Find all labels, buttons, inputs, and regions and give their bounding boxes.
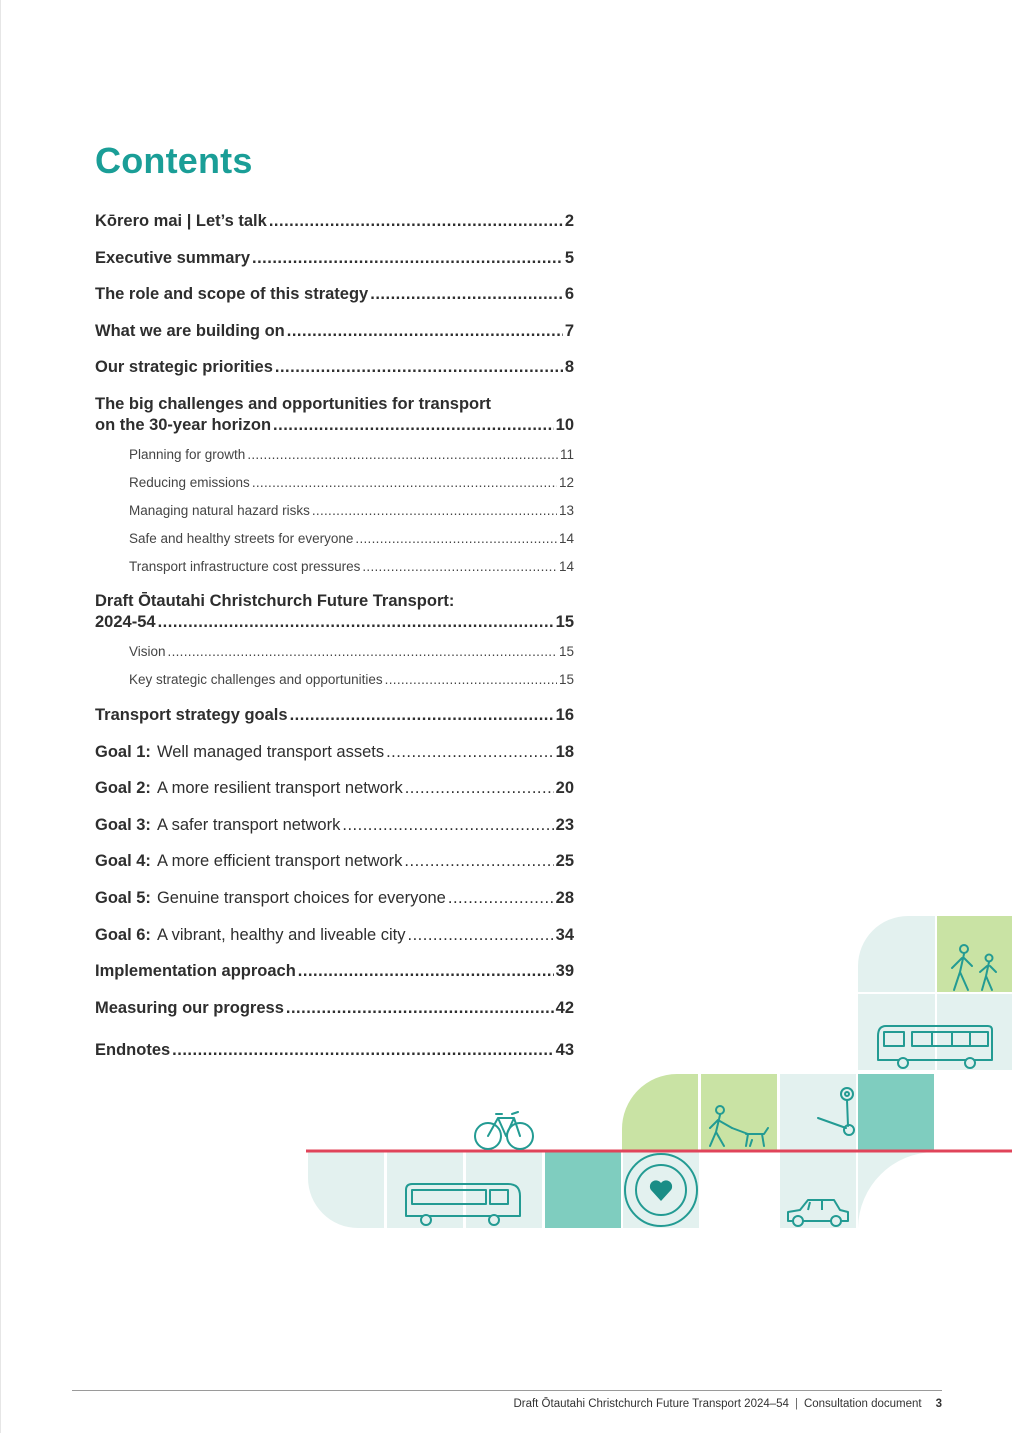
toc-entry-title-line2-row <box>95 613 574 632</box>
toc-entry-page: 34 <box>555 926 574 944</box>
toc-entry-page: 15 <box>555 613 574 631</box>
toc-entry-title: Executive summary <box>95 249 251 267</box>
dot-leader <box>342 816 553 835</box>
toc-entry-page: 13 <box>558 503 574 518</box>
toc-entry-page: 14 <box>558 559 574 574</box>
toc-entry-draft-future-transport[interactable] <box>95 592 574 632</box>
toc-entry-title: Safe and healthy streets for everyone <box>129 531 354 546</box>
toc-entry-title: Planning for growth <box>129 447 246 462</box>
toc-entry-title: Managing natural hazard risks <box>129 503 310 518</box>
dot-leader <box>298 962 554 981</box>
toc-entry-page: 20 <box>555 779 574 797</box>
dot-leader <box>404 852 553 871</box>
toc-entry-title-line2: on the 30-year horizon <box>95 416 272 434</box>
toc-entry-goal-3[interactable] <box>95 816 574 835</box>
toc-subentry-cost-pressures[interactable] <box>95 559 574 574</box>
toc-subentry-safe-streets[interactable] <box>95 531 574 546</box>
dot-leader <box>168 644 557 659</box>
page-title: Contents <box>95 140 253 181</box>
toc-entry-goal-6[interactable] <box>95 926 574 945</box>
toc-subentry-planning-for-growth[interactable] <box>95 447 574 462</box>
toc-entry-title: Transport infrastructure cost pressures <box>129 559 361 574</box>
toc-entry-title: A more resilient transport network <box>156 779 403 797</box>
dot-leader <box>405 779 554 798</box>
toc-entry-title-line2-row <box>95 416 574 435</box>
toc-entry-page: 14 <box>558 531 574 546</box>
toc-entry-page: 28 <box>555 889 574 907</box>
toc-entry-strategy-goals[interactable] <box>95 706 574 725</box>
toc-entry-goal-4[interactable] <box>95 852 574 871</box>
dot-leader <box>252 249 563 268</box>
toc-subentry-vision[interactable] <box>95 644 574 659</box>
toc-entry-goal-5[interactable] <box>95 889 574 908</box>
goal-label: Goal 6: <box>95 926 151 944</box>
goal-label: Goal 5: <box>95 889 151 907</box>
goal-label: Goal 4: <box>95 852 151 870</box>
toc-entry-title: Transport strategy goals <box>95 706 288 724</box>
toc-entry-title: Well managed transport assets <box>156 743 385 761</box>
toc-entry-page: 16 <box>555 706 574 724</box>
toc-entry-page: 15 <box>558 644 574 659</box>
dot-leader <box>275 358 563 377</box>
toc-entry-title: Endnotes <box>95 1041 171 1059</box>
dot-leader <box>290 706 554 725</box>
dot-leader <box>269 212 563 231</box>
toc-entry-title: Reducing emissions <box>129 475 250 490</box>
dot-leader <box>247 447 558 462</box>
dot-leader <box>252 475 557 490</box>
toc-entry-page: 5 <box>564 249 574 267</box>
footer-divider <box>72 1390 942 1391</box>
toc-entry-title: Implementation approach <box>95 962 296 980</box>
toc-entry-page: 43 <box>555 1041 574 1059</box>
toc-entry-title: Our strategic priorities <box>95 358 273 376</box>
toc-entry-page: 23 <box>555 816 574 834</box>
toc-subentry-natural-hazard[interactable] <box>95 503 574 518</box>
toc-entry-title: The role and scope of this strategy <box>95 285 369 303</box>
footer-separator: | <box>794 1398 798 1410</box>
toc-entry-strategic-priorities[interactable] <box>95 358 574 377</box>
dot-leader <box>385 672 557 687</box>
toc-entry-title: A safer transport network <box>156 816 341 834</box>
dot-leader <box>273 416 554 435</box>
toc-entry-title-line2: 2024-54 <box>95 613 156 631</box>
toc-entry-title: Genuine transport choices for everyone <box>156 889 446 907</box>
page-footer <box>513 1398 942 1410</box>
toc-entry-page: 11 <box>559 447 574 462</box>
page-number: 3 <box>935 1398 942 1410</box>
toc-entry-title: A vibrant, healthy and liveable city <box>156 926 406 944</box>
dot-leader <box>172 1041 553 1060</box>
toc-entry-title: A more efficient transport network <box>156 852 403 870</box>
dot-leader <box>158 613 554 632</box>
toc-entry-title: Key strategic challenges and opportunities <box>129 672 383 687</box>
toc-entry-page: 6 <box>564 285 574 303</box>
toc-entry-page: 8 <box>564 358 574 376</box>
toc-subentry-key-challenges[interactable] <box>95 672 574 687</box>
toc-entry-page: 25 <box>555 852 574 870</box>
toc-entry-page: 2 <box>564 212 574 230</box>
toc-entry-page: 18 <box>555 743 574 761</box>
toc-entry-korero[interactable] <box>95 212 574 231</box>
toc-entry-page: 15 <box>558 672 574 687</box>
footer-document-title: Draft Ōtautahi Christchurch Future Transport 2024–54 <box>513 1398 789 1410</box>
dot-leader <box>448 889 554 908</box>
toc-entry-page: 39 <box>555 962 574 980</box>
toc-entry-title: What we are building on <box>95 322 285 340</box>
toc-entry-title: Kōrero mai | Let’s talk <box>95 212 267 230</box>
dot-leader <box>362 559 557 574</box>
dot-leader <box>312 503 557 518</box>
toc-entry-goal-1[interactable] <box>95 743 574 762</box>
toc-entry-building-on[interactable] <box>95 322 574 341</box>
toc-entry-title-line1: Draft Ōtautahi Christchurch Future Transport: <box>95 592 455 610</box>
footer-document-type: Consultation document <box>803 1398 922 1410</box>
toc-entry-endnotes[interactable] <box>95 1041 574 1060</box>
goal-label: Goal 3: <box>95 816 151 834</box>
toc-entry-page: 10 <box>555 416 574 434</box>
toc-entry-role-and-scope[interactable] <box>95 285 574 304</box>
dot-leader <box>355 531 557 546</box>
toc-entry-title: Measuring our progress <box>95 999 284 1017</box>
dot-leader <box>370 285 563 304</box>
toc-entry-page: 12 <box>558 475 574 490</box>
dot-leader <box>408 926 554 945</box>
toc-entry-measuring-progress[interactable] <box>95 999 574 1018</box>
dot-leader <box>286 999 554 1018</box>
toc-entry-page: 7 <box>564 322 574 340</box>
toc-entry-implementation[interactable] <box>95 962 574 981</box>
toc-entry-title: Vision <box>129 644 166 659</box>
toc-entry-big-challenges[interactable] <box>95 395 574 435</box>
toc-entry-executive-summary[interactable] <box>95 249 574 268</box>
dot-leader <box>287 322 563 341</box>
toc-entry-title-line1: The big challenges and opportunities for transport <box>95 395 492 413</box>
toc-subentry-reducing-emissions[interactable] <box>95 475 574 490</box>
goal-label: Goal 2: <box>95 779 151 797</box>
toc-entry-page: 42 <box>555 999 574 1017</box>
goal-label: Goal 1: <box>95 743 151 761</box>
dot-leader <box>386 743 554 762</box>
toc-entry-goal-2[interactable] <box>95 779 574 798</box>
